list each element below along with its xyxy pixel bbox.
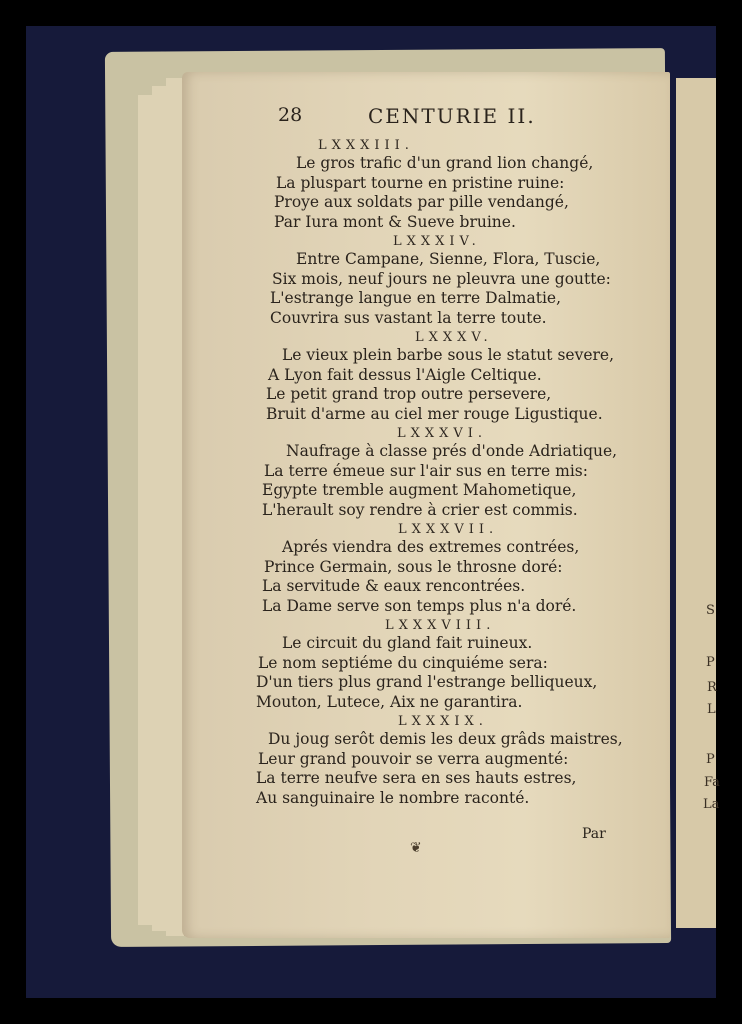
verse-line: Le vieux plein barbe sous le statut severe, [282, 346, 615, 364]
verse-line: Le circuit du gland fait ruineux. [282, 634, 533, 652]
quatrain-numeral: LXXXIII. [318, 138, 414, 153]
verse-line: Mouton, Lutece, Aix ne garantira. [256, 692, 523, 711]
quatrain-numeral: LXXXVI. [397, 426, 488, 441]
catchword: Par [582, 826, 606, 842]
facing-page-letter: La [703, 797, 720, 812]
verse-line: Naufrage à classe prés d'onde Adriatique, [286, 442, 618, 460]
quatrain-numeral: LXXXVIII. [385, 618, 496, 633]
verse-line: L'herault soy rendre à crier est commis. [262, 500, 578, 519]
quatrain-numeral: LXXXVII. [398, 522, 499, 537]
verse-line: Par Iura mont & Sueve bruine. [274, 212, 516, 231]
verse-line: Au sanguinaire le nombre raconté. [256, 788, 530, 807]
verse-line: D'un tiers plus grand l'estrange belliqueux, [256, 673, 598, 691]
facing-page-letter: P [706, 752, 715, 767]
verse-line: L'estrange langue en terre Dalmatie, [270, 289, 562, 307]
verse-line: Du joug serôt demis les deux grâds maistres, [268, 730, 623, 748]
facing-page-letter: R [707, 680, 717, 695]
verse-line: La servitude & eaux rencontrées. [262, 577, 526, 595]
verse-line: Aprés viendra des extremes contrées, [282, 538, 580, 556]
facing-page-letter: L [707, 702, 716, 717]
verse-line: A Lyon fait dessus l'Aigle Celtique. [268, 365, 542, 384]
verse-line: La pluspart tourne en pristine ruine: [276, 173, 565, 192]
verse-line: La terre émeue sur l'air sus en terre mis: [264, 461, 588, 480]
facing-page-letter: S [706, 603, 715, 618]
verse-line: Proye aux soldats par pille vendangé, [274, 193, 569, 211]
verse-line: La Dame serve son temps plus n'a doré. [262, 596, 577, 615]
verse-line: Entre Campane, Sienne, Flora, Tuscie, [296, 250, 601, 268]
ornament-icon: ❦ [410, 840, 422, 856]
verse-line: Le nom septiéme du cinquiéme sera: [258, 653, 548, 672]
verse-line: Six mois, neuf jours ne pleuvra une goutte: [272, 269, 611, 288]
verse-line: Egypte tremble augment Mahometique, [262, 481, 577, 499]
verse-line: Le petit grand trop outre persevere, [266, 385, 552, 403]
quatrain-numeral: LXXXIV. [393, 234, 481, 249]
verse-line: Le gros trafic d'un grand lion changé, [296, 154, 594, 172]
running-title: CENTURIE II. [368, 104, 536, 128]
verse-line: Leur grand pouvoir se verra augmenté: [258, 749, 569, 768]
verse-line: Couvrira sus vastant la terre toute. [270, 308, 547, 327]
facing-page-letter: Fa [704, 775, 720, 790]
page-number: 28 [278, 104, 303, 126]
verse-line: Bruit d'arme au ciel mer rouge Ligustique. [266, 404, 603, 423]
quatrain-numeral: LXXXIX. [398, 714, 488, 729]
quatrain-numeral: LXXXV. [415, 330, 493, 345]
facing-page-letter: P [706, 655, 715, 670]
verse-line: Prince Germain, sous le throsne doré: [264, 557, 563, 576]
verse-line: La terre neufve sera en ses hauts estres, [256, 769, 577, 787]
